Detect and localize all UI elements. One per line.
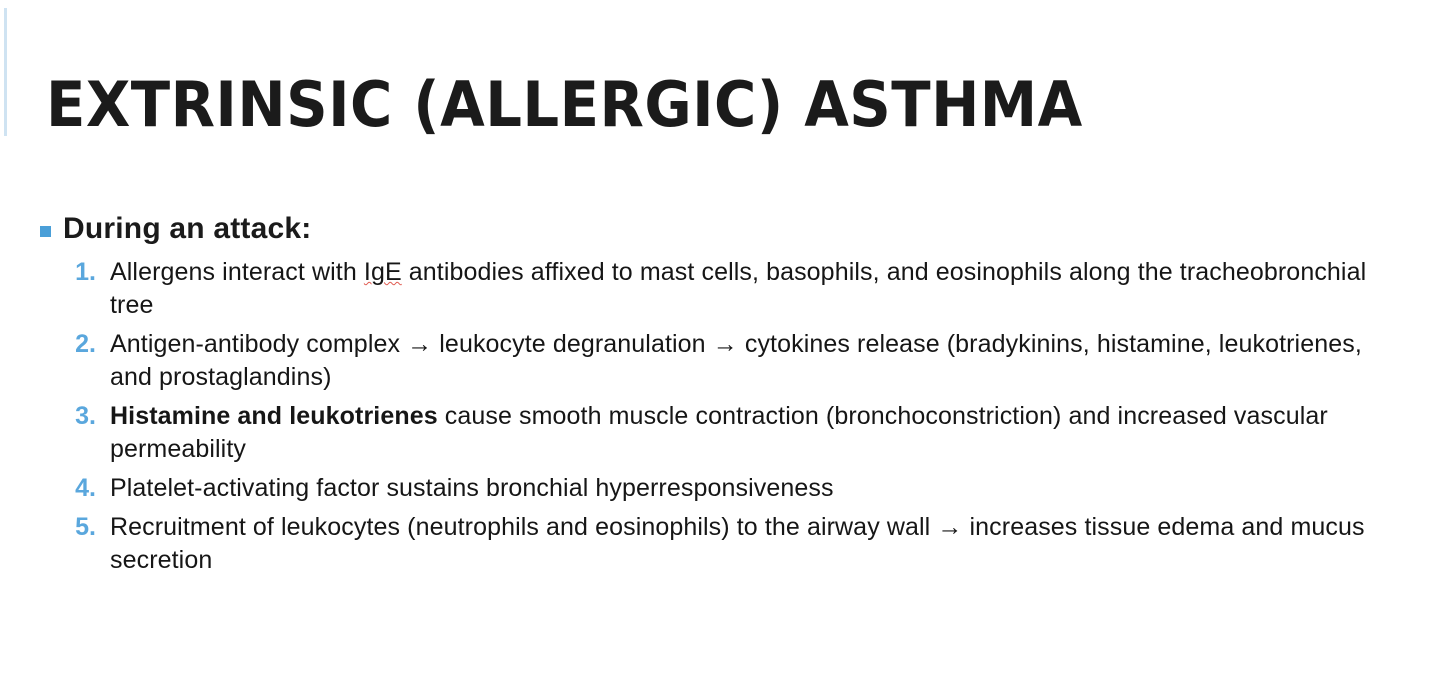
slide-body xyxy=(40,212,1400,583)
list-item-bold-phrase: Histamine and leukotrienes xyxy=(110,402,438,430)
list-item-text-a: Recruitment of leukocytes (neutrophils and eosinophils) to the airway wall xyxy=(110,513,938,541)
square-bullet-icon xyxy=(40,226,51,237)
list-item-number: 5. xyxy=(75,513,96,541)
list-item-number: 2. xyxy=(75,330,96,358)
list-item-number: 3. xyxy=(75,402,96,430)
right-arrow-icon: → xyxy=(937,513,963,541)
list-item-text: Platelet-activating factor sustains bronchial hyperresponsiveness xyxy=(110,474,834,502)
list-item-text-c: cytokines release (bradykinins, histamine, leukotrienes, and prostaglandins) xyxy=(110,330,1362,391)
left-accent-bar xyxy=(4,8,7,136)
lead-bullet-label: During an attack: xyxy=(63,212,312,245)
page-title: EXTRINSIC (ALLERGIC) ASTHMA xyxy=(46,67,1083,141)
right-arrow-icon: → xyxy=(712,330,738,358)
list-item-text-a: Antigen-antibody complex xyxy=(110,330,408,358)
list-item-text-post: antibodies affixed to mast cells, basophils, and eosinophils along the tracheobronchial tree xyxy=(110,258,1367,319)
list-item-text-rest: cause smooth muscle contraction (bronchoconstriction) and increased vascular permeability xyxy=(110,402,1328,463)
list-item xyxy=(64,400,1400,466)
list-item-text-b: leukocyte degranulation xyxy=(432,330,713,358)
list-item xyxy=(64,256,1400,322)
list-item-number: 4. xyxy=(75,474,96,502)
list-item xyxy=(64,328,1400,394)
misspelled-word: IgE xyxy=(363,258,402,286)
list-item-text-pre: Allergens interact with xyxy=(110,258,364,286)
lead-bullet-row xyxy=(40,212,1400,246)
list-item xyxy=(64,472,1400,505)
list-item-text xyxy=(110,256,1400,322)
list-item-text-b: increases tissue edema and mucus secretion xyxy=(110,513,1365,574)
list-item-text xyxy=(110,400,1400,466)
list-item-text xyxy=(110,328,1400,394)
list-item-number: 1. xyxy=(75,258,96,286)
right-arrow-icon: → xyxy=(407,330,433,358)
list-item-text xyxy=(110,511,1400,577)
list-item xyxy=(64,511,1400,577)
numbered-list xyxy=(40,256,1400,577)
